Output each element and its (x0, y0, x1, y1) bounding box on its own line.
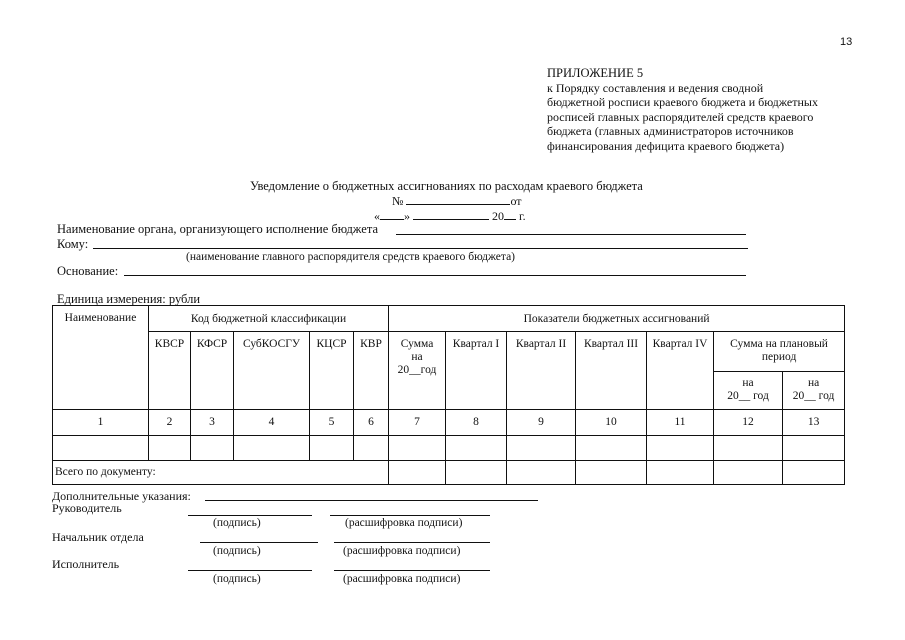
header-kfsr: КФСР (191, 332, 234, 410)
plan-year-b-line: на (807, 377, 820, 389)
notice-date-line (374, 209, 526, 222)
col-number: 3 (191, 410, 234, 436)
appendix-line: бюджета (главных администраторов источников (547, 124, 794, 139)
unit-label: Единица измерения: рубли (57, 292, 201, 306)
header-quarter-1: Квартал I (446, 332, 507, 410)
date-open-quote: « (374, 209, 380, 223)
empty-cell[interactable] (234, 436, 310, 461)
date-close-quote: » (404, 209, 410, 223)
empty-cell[interactable] (53, 436, 149, 461)
basis-label: Основание: (57, 264, 119, 278)
budget-table (52, 305, 845, 485)
header-plan-period: Сумма на плановый период (714, 332, 845, 372)
col-number: 2 (149, 410, 191, 436)
plan-year-a-line: 20__ год (727, 390, 769, 402)
empty-cell[interactable] (389, 436, 446, 461)
plan-year-a-line: на (742, 377, 754, 389)
additional-label: Дополнительные указания: (52, 489, 191, 503)
header-plan-year-b (783, 372, 845, 410)
basis-field[interactable] (124, 275, 746, 276)
appendix-line: к Порядку составления и ведения сводной (547, 80, 764, 95)
signature-decode-caption: (расшифровка подписи) (343, 545, 461, 557)
empty-cell[interactable] (714, 436, 783, 461)
date-year-prefix: 20 (492, 209, 504, 223)
empty-cell[interactable] (507, 436, 576, 461)
header-kcsr: КЦСР (310, 332, 354, 410)
total-row (53, 461, 845, 485)
empty-cell[interactable] (446, 436, 507, 461)
empty-cell[interactable] (389, 461, 446, 485)
header-quarter-2: Квартал II (507, 332, 576, 410)
date-year-field[interactable] (504, 209, 516, 220)
header-sum-year (389, 332, 446, 410)
col-number: 13 (783, 410, 845, 436)
col-number: 11 (647, 410, 714, 436)
col-number: 10 (576, 410, 647, 436)
appendix-block (547, 66, 818, 154)
signature-decode-field[interactable] (334, 570, 490, 571)
signature-caption: (подпись) (213, 545, 261, 557)
col-number: 1 (53, 410, 149, 436)
signature-decode-caption: (расшифровка подписи) (345, 517, 463, 529)
notice-number-line (392, 194, 522, 207)
additional-field[interactable] (205, 500, 538, 501)
empty-cell[interactable] (783, 436, 845, 461)
header-name: Наименование (53, 306, 149, 410)
table-row (53, 436, 845, 461)
date-day-field[interactable] (380, 209, 404, 220)
appendix-line: бюджетной росписи краевого бюджета и бюджетных (547, 95, 818, 110)
appendix-title: ПРИЛОЖЕНИЕ 5 (547, 66, 644, 80)
org-field[interactable] (396, 234, 746, 235)
header-quarter-3: Квартал III (576, 332, 647, 410)
header-sum-year-line: Сумма (400, 338, 434, 350)
signature-field[interactable] (188, 570, 312, 571)
header-kvr: КВР (354, 332, 389, 410)
empty-cell[interactable] (783, 461, 845, 485)
empty-cell[interactable] (576, 436, 647, 461)
signature-decode-field[interactable] (330, 515, 490, 516)
signer-role: Руководитель (52, 501, 122, 515)
to-caption: (наименование главного распорядителя средств краевого бюджета) (186, 251, 516, 263)
signature-field[interactable] (188, 515, 312, 516)
number-suffix: от (510, 194, 522, 208)
signature-field[interactable] (200, 542, 318, 543)
date-suffix: г. (519, 209, 526, 223)
empty-cell[interactable] (647, 461, 714, 485)
empty-cell[interactable] (149, 436, 191, 461)
col-number: 4 (234, 410, 310, 436)
col-number: 5 (310, 410, 354, 436)
header-sum-year-line: на (411, 351, 423, 363)
empty-cell[interactable] (647, 436, 714, 461)
header-code: Код бюджетной классификации (149, 306, 389, 332)
appendix-line: финансирования дефицита краевого бюджета) (547, 138, 785, 153)
empty-cell[interactable] (354, 436, 389, 461)
empty-cell[interactable] (714, 461, 783, 485)
header-kvsr: КВСР (149, 332, 191, 410)
signature-decode-caption: (расшифровка подписи) (343, 573, 461, 585)
signature-caption: (подпись) (213, 573, 261, 585)
signer-role: Начальник отдела (52, 530, 144, 544)
empty-cell[interactable] (507, 461, 576, 485)
empty-cell[interactable] (191, 436, 234, 461)
header-quarter-4: Квартал IV (647, 332, 714, 410)
number-sign: № (392, 194, 404, 208)
number-field[interactable] (406, 194, 510, 205)
header-plan-year-a (714, 372, 783, 410)
date-month-field[interactable] (413, 209, 489, 220)
col-number: 12 (714, 410, 783, 436)
col-number: 6 (354, 410, 389, 436)
header-sum-year-line: 20__год (397, 364, 437, 376)
signature-caption: (подпись) (213, 517, 261, 529)
col-number: 7 (389, 410, 446, 436)
appendix-line: росписей главных распорядителей средств краевого (547, 109, 814, 124)
col-number: 9 (507, 410, 576, 436)
signer-role: Исполнитель (52, 557, 120, 571)
empty-cell[interactable] (576, 461, 647, 485)
empty-cell[interactable] (446, 461, 507, 485)
total-label: Всего по документу: (53, 461, 389, 485)
signature-decode-field[interactable] (334, 542, 490, 543)
notice-title: Уведомление о бюджетных ассигнованиях по расходам краевого бюджета (250, 179, 643, 193)
page-number: 13 (840, 36, 853, 48)
col-number: 8 (446, 410, 507, 436)
to-field[interactable] (93, 248, 748, 249)
to-label: Кому: (57, 237, 89, 251)
org-label: Наименование органа, организующего исполнение бюджета (57, 222, 378, 236)
header-subkosgu: СубКОСГУ (234, 332, 310, 410)
header-indicators: Показатели бюджетных ассигнований (389, 306, 845, 332)
plan-year-b-line: 20__ год (792, 390, 835, 402)
empty-cell[interactable] (310, 436, 354, 461)
